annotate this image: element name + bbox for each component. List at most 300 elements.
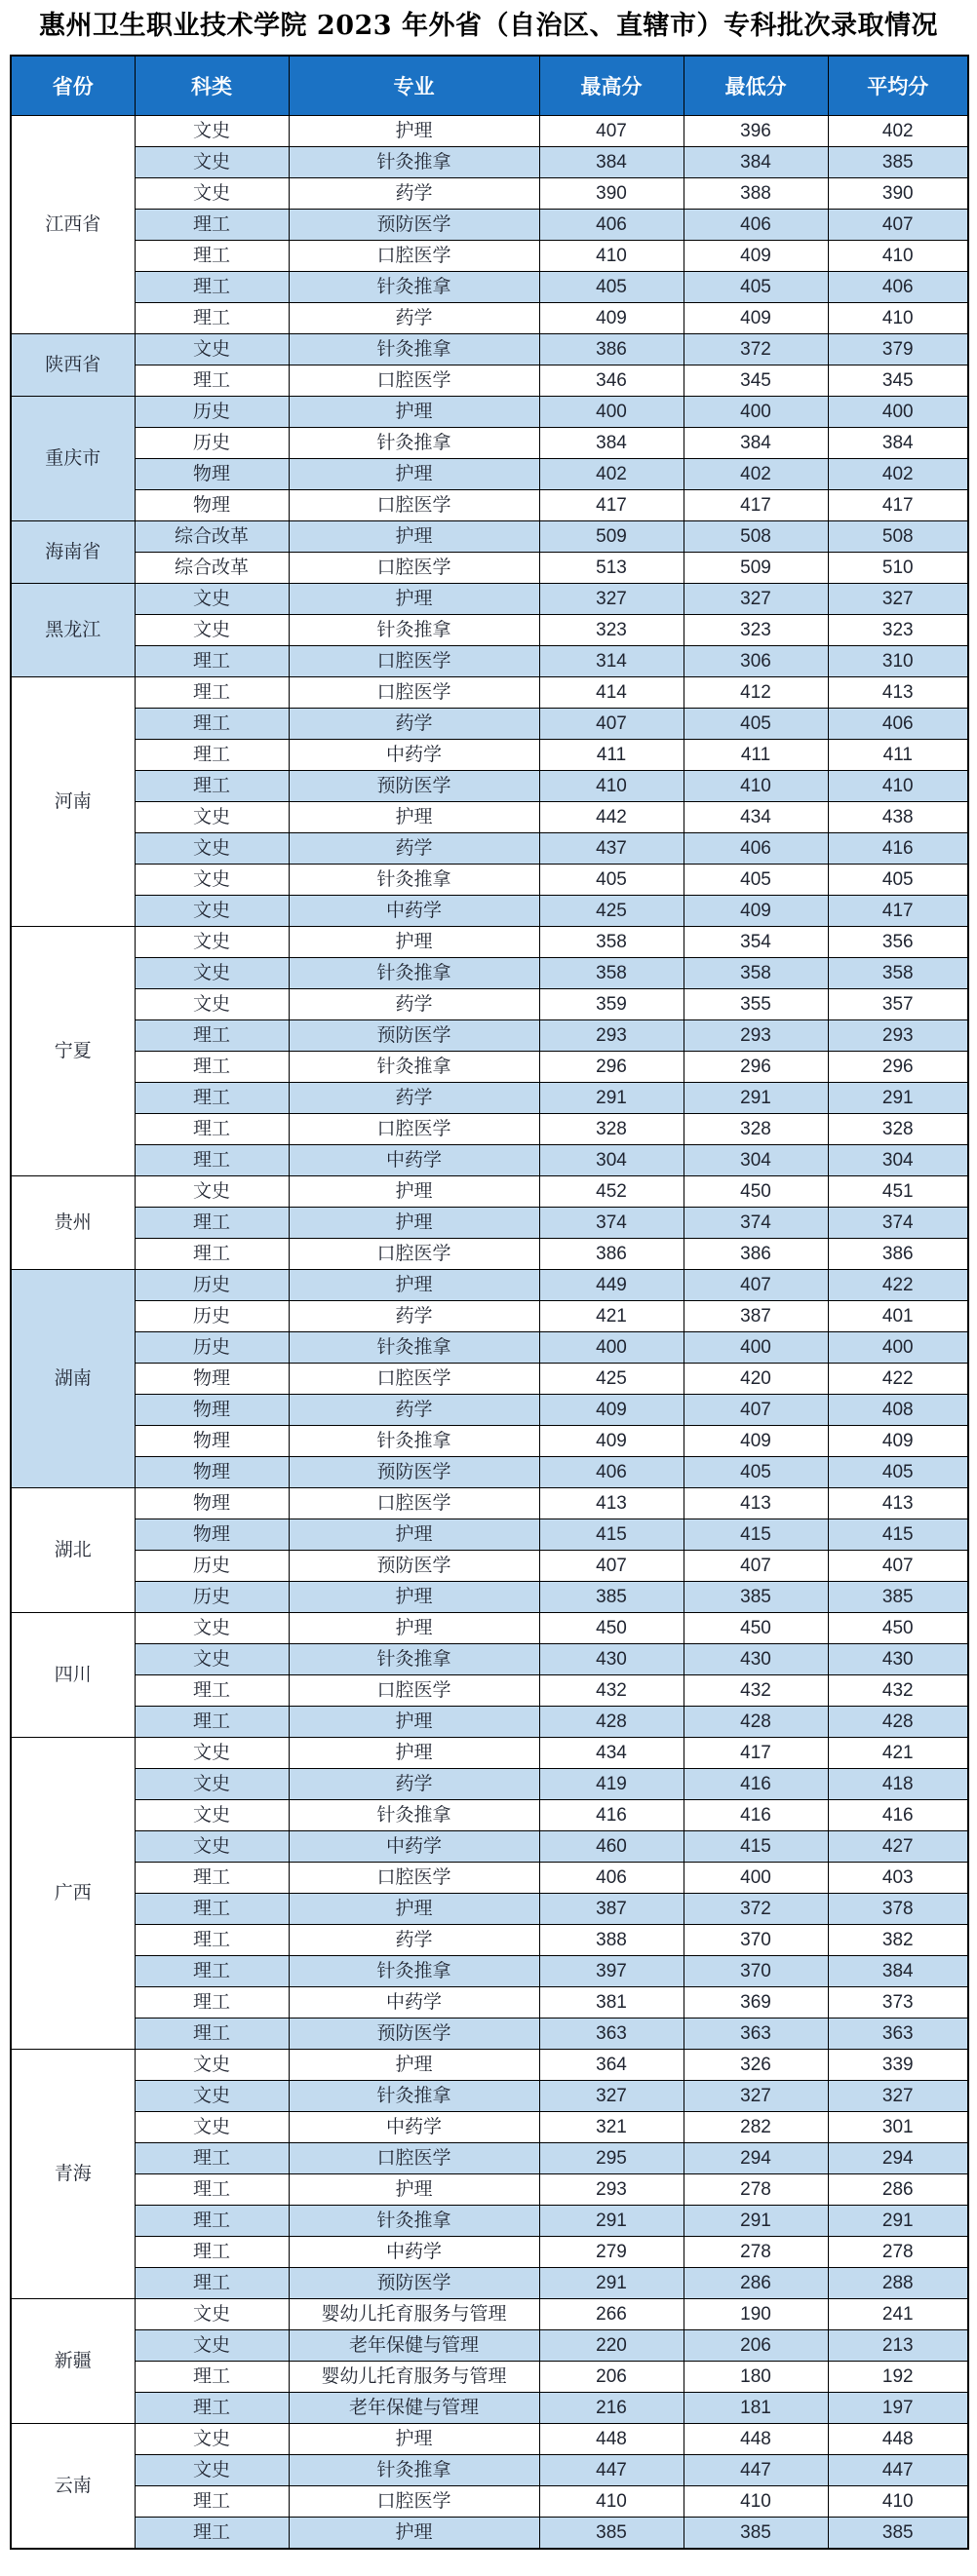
max-score-cell: 364 [539,2050,684,2081]
province-cell: 四川 [11,1613,135,1738]
max-score-cell: 425 [539,896,684,927]
table-row [11,1426,968,1457]
min-score-cell: 384 [684,428,828,459]
category-cell: 物理 [135,1457,289,1488]
table-row [11,303,968,334]
province-cell: 广西 [11,1738,135,2050]
table-row [11,521,968,553]
avg-score-cell: 403 [828,1863,968,1894]
max-score-cell: 419 [539,1769,684,1800]
max-score-cell: 430 [539,1644,684,1675]
avg-score-cell: 405 [828,1457,968,1488]
min-score-cell: 374 [684,1208,828,1239]
province-cell: 宁夏 [11,927,135,1176]
table-row [11,428,968,459]
table-row [11,147,968,178]
avg-score-cell: 451 [828,1176,968,1208]
table-row [11,272,968,303]
category-cell: 物理 [135,1364,289,1395]
major-cell: 中药学 [289,1987,539,2019]
min-score-cell: 450 [684,1176,828,1208]
major-cell: 口腔医学 [289,241,539,272]
avg-score-cell: 356 [828,927,968,958]
table-body [11,116,968,2550]
category-cell: 文史 [135,1800,289,1831]
category-cell: 理工 [135,2237,289,2268]
major-cell: 口腔医学 [289,365,539,397]
max-score-cell: 381 [539,1987,684,2019]
table-row [11,646,968,677]
table-row [11,1738,968,1769]
max-score-cell: 220 [539,2330,684,2362]
category-cell: 历史 [135,1582,289,1613]
max-score-cell: 421 [539,1301,684,1332]
table-row [11,1613,968,1644]
category-cell: 文史 [135,1769,289,1800]
major-cell: 针灸推拿 [289,1800,539,1831]
min-score-cell: 323 [684,615,828,646]
max-score-cell: 291 [539,1083,684,1114]
major-cell: 预防医学 [289,210,539,241]
min-score-cell: 407 [684,1270,828,1301]
avg-score-cell: 415 [828,1519,968,1551]
avg-score-cell: 421 [828,1738,968,1769]
avg-score-cell: 327 [828,2081,968,2112]
max-score-cell: 428 [539,1707,684,1738]
table-row [11,1145,968,1176]
min-score-cell: 406 [684,210,828,241]
category-cell: 理工 [135,1894,289,1925]
table-row [11,709,968,740]
min-score-cell: 327 [684,584,828,615]
min-score-cell: 326 [684,2050,828,2081]
category-cell: 文史 [135,2299,289,2330]
table-row [11,1395,968,1426]
category-cell: 文史 [135,2455,289,2486]
table-row [11,1519,968,1551]
avg-score-cell: 382 [828,1925,968,1956]
avg-score-cell: 508 [828,521,968,553]
min-score-cell: 405 [684,865,828,896]
table-row [11,2424,968,2455]
avg-score-cell: 422 [828,1270,968,1301]
table-row [11,1582,968,1613]
avg-score-cell: 213 [828,2330,968,2362]
major-cell: 中药学 [289,1145,539,1176]
province-cell: 海南省 [11,521,135,584]
major-cell: 针灸推拿 [289,1426,539,1457]
category-cell: 物理 [135,459,289,490]
major-cell: 口腔医学 [289,2486,539,2518]
major-cell: 针灸推拿 [289,272,539,303]
major-cell: 口腔医学 [289,1863,539,1894]
category-cell: 文史 [135,116,289,147]
min-score-cell: 296 [684,1052,828,1083]
major-cell: 药学 [289,303,539,334]
table-row [11,1987,968,2019]
category-cell: 文史 [135,865,289,896]
province-cell: 云南 [11,2424,135,2550]
avg-score-cell: 390 [828,178,968,210]
min-score-cell: 372 [684,1894,828,1925]
table-header-row [11,56,968,116]
table-row [11,1176,968,1208]
category-cell: 物理 [135,1519,289,1551]
min-score-cell: 416 [684,1769,828,1800]
avg-score-cell: 410 [828,303,968,334]
min-score-cell: 417 [684,1738,828,1769]
major-cell: 针灸推拿 [289,865,539,896]
min-score-cell: 412 [684,677,828,709]
table-row [11,2112,968,2143]
max-score-cell: 406 [539,1457,684,1488]
table-row [11,2299,968,2330]
category-cell: 文史 [135,802,289,833]
max-score-cell: 414 [539,677,684,709]
avg-score-cell: 291 [828,2206,968,2237]
category-cell: 理工 [135,677,289,709]
table-row [11,1644,968,1675]
min-score-cell: 415 [684,1519,828,1551]
major-cell: 口腔医学 [289,1364,539,1395]
max-score-cell: 407 [539,1551,684,1582]
max-score-cell: 388 [539,1925,684,1956]
max-score-cell: 385 [539,2518,684,2550]
min-score-cell: 410 [684,771,828,802]
major-cell: 口腔医学 [289,553,539,584]
max-score-cell: 397 [539,1956,684,1987]
category-cell: 理工 [135,740,289,771]
min-score-cell: 384 [684,147,828,178]
max-score-cell: 323 [539,615,684,646]
min-score-cell: 409 [684,303,828,334]
page-title: 惠州卫生职业技术学院 2023 年外省（自治区、直辖市）专科批次录取情况 [39,11,938,41]
min-score-cell: 409 [684,896,828,927]
category-cell: 物理 [135,1395,289,1426]
category-cell: 理工 [135,1863,289,1894]
min-score-cell: 405 [684,709,828,740]
province-cell: 江西省 [11,116,135,334]
table-row [11,1831,968,1863]
min-score-cell: 410 [684,2486,828,2518]
avg-score-cell: 407 [828,1551,968,1582]
min-score-cell: 415 [684,1831,828,1863]
major-cell: 护理 [289,1613,539,1644]
province-cell: 重庆市 [11,397,135,521]
max-score-cell: 407 [539,116,684,147]
avg-score-cell: 386 [828,1239,968,1270]
table-row [11,2143,968,2174]
category-cell: 文史 [135,1831,289,1863]
table-row [11,1083,968,1114]
table-row [11,1956,968,1987]
table-row [11,1457,968,1488]
major-cell: 口腔医学 [289,2143,539,2174]
avg-score-cell: 357 [828,989,968,1020]
major-cell: 针灸推拿 [289,615,539,646]
table-row [11,2393,968,2424]
avg-score-cell: 408 [828,1395,968,1426]
major-cell: 针灸推拿 [289,2081,539,2112]
province-cell: 贵州 [11,1176,135,1270]
table-row [11,490,968,521]
avg-score-cell: 410 [828,2486,968,2518]
table-row [11,1800,968,1831]
min-score-cell: 407 [684,1395,828,1426]
max-score-cell: 402 [539,459,684,490]
avg-score-cell: 241 [828,2299,968,2330]
table-row [11,2518,968,2550]
major-cell: 护理 [289,2424,539,2455]
max-score-cell: 206 [539,2362,684,2393]
category-cell: 理工 [135,365,289,397]
category-cell: 理工 [135,709,289,740]
min-score-cell: 291 [684,2206,828,2237]
max-score-cell: 406 [539,210,684,241]
major-cell: 药学 [289,178,539,210]
major-cell: 针灸推拿 [289,428,539,459]
major-cell: 护理 [289,584,539,615]
category-cell: 理工 [135,1925,289,1956]
min-score-cell: 291 [684,1083,828,1114]
max-score-cell: 410 [539,771,684,802]
category-cell: 理工 [135,272,289,303]
category-cell: 文史 [135,1738,289,1769]
avg-score-cell: 328 [828,1114,968,1145]
avg-score-cell: 430 [828,1644,968,1675]
max-score-cell: 450 [539,1613,684,1644]
max-score-cell: 296 [539,1052,684,1083]
major-cell: 药学 [289,1083,539,1114]
major-cell: 中药学 [289,896,539,927]
min-score-cell: 413 [684,1488,828,1519]
table-row [11,989,968,1020]
major-cell: 针灸推拿 [289,1052,539,1083]
max-score-cell: 387 [539,1894,684,1925]
max-score-cell: 409 [539,1426,684,1457]
max-score-cell: 452 [539,1176,684,1208]
avg-score-cell: 339 [828,2050,968,2081]
table-row [11,1707,968,1738]
major-cell: 药学 [289,1925,539,1956]
max-score-cell: 413 [539,1488,684,1519]
province-cell: 新疆 [11,2299,135,2424]
avg-score-cell: 405 [828,865,968,896]
col-header-major: 专业 [289,56,539,116]
table-row [11,584,968,615]
category-cell: 综合改革 [135,553,289,584]
avg-score-cell: 296 [828,1052,968,1083]
max-score-cell: 374 [539,1208,684,1239]
major-cell: 口腔医学 [289,646,539,677]
max-score-cell: 293 [539,1020,684,1052]
category-cell: 理工 [135,1987,289,2019]
major-cell: 护理 [289,459,539,490]
min-score-cell: 354 [684,927,828,958]
category-cell: 理工 [135,2019,289,2050]
min-score-cell: 450 [684,1613,828,1644]
min-score-cell: 447 [684,2455,828,2486]
category-cell: 理工 [135,2143,289,2174]
avg-score-cell: 416 [828,1800,968,1831]
max-score-cell: 509 [539,521,684,553]
max-score-cell: 406 [539,1863,684,1894]
major-cell: 预防医学 [289,1551,539,1582]
min-score-cell: 363 [684,2019,828,2050]
category-cell: 物理 [135,1426,289,1457]
category-cell: 历史 [135,397,289,428]
category-cell: 物理 [135,1488,289,1519]
table-row [11,1270,968,1301]
avg-score-cell: 427 [828,1831,968,1863]
min-score-cell: 372 [684,334,828,365]
category-cell: 理工 [135,1208,289,1239]
major-cell: 护理 [289,397,539,428]
max-score-cell: 411 [539,740,684,771]
max-score-cell: 425 [539,1364,684,1395]
major-cell: 针灸推拿 [289,2206,539,2237]
max-score-cell: 216 [539,2393,684,2424]
max-score-cell: 386 [539,334,684,365]
min-score-cell: 417 [684,490,828,521]
table-row [11,2455,968,2486]
min-score-cell: 278 [684,2237,828,2268]
avg-score-cell: 450 [828,1613,968,1644]
category-cell: 理工 [135,771,289,802]
category-cell: 综合改革 [135,521,289,553]
max-score-cell: 293 [539,2174,684,2206]
major-cell: 老年保健与管理 [289,2330,539,2362]
category-cell: 文史 [135,615,289,646]
avg-score-cell: 310 [828,646,968,677]
table-row [11,615,968,646]
table-row [11,1052,968,1083]
table-row [11,2050,968,2081]
table-row [11,1863,968,1894]
min-score-cell: 434 [684,802,828,833]
table-row [11,1894,968,1925]
category-cell: 文史 [135,1176,289,1208]
avg-score-cell: 385 [828,1582,968,1613]
table-row [11,2237,968,2268]
max-score-cell: 400 [539,1332,684,1364]
category-cell: 历史 [135,1332,289,1364]
min-score-cell: 509 [684,553,828,584]
table-row [11,1114,968,1145]
table-row [11,833,968,865]
category-cell: 文史 [135,833,289,865]
page [0,8,977,2550]
major-cell: 药学 [289,1301,539,1332]
table-row [11,1364,968,1395]
min-score-cell: 409 [684,1426,828,1457]
province-cell: 湖南 [11,1270,135,1488]
major-cell: 中药学 [289,740,539,771]
major-cell: 针灸推拿 [289,1956,539,1987]
min-score-cell: 405 [684,1457,828,1488]
category-cell: 理工 [135,2206,289,2237]
category-cell: 历史 [135,1270,289,1301]
avg-score-cell: 406 [828,272,968,303]
min-score-cell: 282 [684,2112,828,2143]
avg-score-cell: 402 [828,116,968,147]
min-score-cell: 396 [684,116,828,147]
table-row [11,459,968,490]
avg-score-cell: 432 [828,1675,968,1707]
category-cell: 理工 [135,2518,289,2550]
min-score-cell: 304 [684,1145,828,1176]
avg-score-cell: 416 [828,833,968,865]
major-cell: 护理 [289,1176,539,1208]
category-cell: 文史 [135,1644,289,1675]
major-cell: 护理 [289,2174,539,2206]
min-score-cell: 416 [684,1800,828,1831]
table-row [11,927,968,958]
min-score-cell: 400 [684,1332,828,1364]
max-score-cell: 327 [539,2081,684,2112]
max-score-cell: 415 [539,1519,684,1551]
col-header-min-score: 最低分 [684,56,828,116]
max-score-cell: 513 [539,553,684,584]
major-cell: 护理 [289,116,539,147]
max-score-cell: 449 [539,1270,684,1301]
avg-score-cell: 323 [828,615,968,646]
category-cell: 文史 [135,1613,289,1644]
avg-score-cell: 413 [828,1488,968,1519]
major-cell: 中药学 [289,1831,539,1863]
avg-score-cell: 406 [828,709,968,740]
table-row [11,1488,968,1519]
min-score-cell: 358 [684,958,828,989]
max-score-cell: 291 [539,2206,684,2237]
avg-score-cell: 327 [828,584,968,615]
max-score-cell: 410 [539,2486,684,2518]
major-cell: 口腔医学 [289,1114,539,1145]
major-cell: 护理 [289,927,539,958]
major-cell: 护理 [289,1707,539,1738]
max-score-cell: 266 [539,2299,684,2330]
min-score-cell: 409 [684,241,828,272]
major-cell: 针灸推拿 [289,334,539,365]
min-score-cell: 402 [684,459,828,490]
major-cell: 婴幼儿托育服务与管理 [289,2299,539,2330]
max-score-cell: 304 [539,1145,684,1176]
avg-score-cell: 363 [828,2019,968,2050]
max-score-cell: 460 [539,1831,684,1863]
max-score-cell: 385 [539,1582,684,1613]
major-cell: 针灸推拿 [289,2455,539,2486]
major-cell: 针灸推拿 [289,1644,539,1675]
category-cell: 文史 [135,2330,289,2362]
avg-score-cell: 345 [828,365,968,397]
avg-score-cell: 374 [828,1208,968,1239]
major-cell: 护理 [289,1894,539,1925]
category-cell: 文史 [135,958,289,989]
avg-score-cell: 385 [828,147,968,178]
max-score-cell: 327 [539,584,684,615]
avg-score-cell: 197 [828,2393,968,2424]
max-score-cell: 358 [539,958,684,989]
table-row [11,802,968,833]
max-score-cell: 291 [539,2268,684,2299]
category-cell: 文史 [135,147,289,178]
max-score-cell: 328 [539,1114,684,1145]
avg-score-cell: 411 [828,740,968,771]
table-row [11,2206,968,2237]
col-header-province: 省份 [11,56,135,116]
min-score-cell: 448 [684,2424,828,2455]
table-row [11,2174,968,2206]
